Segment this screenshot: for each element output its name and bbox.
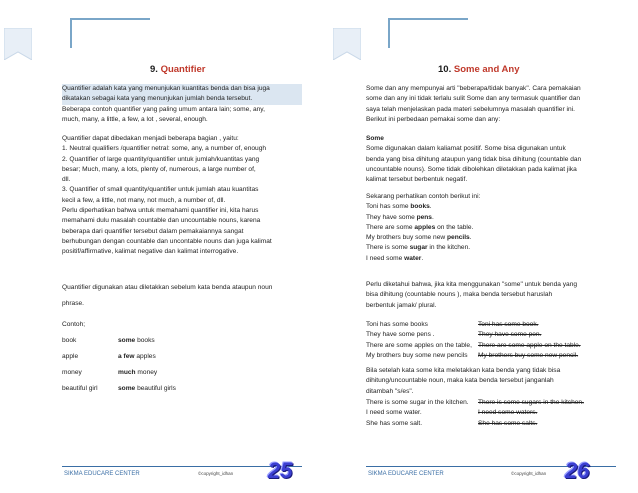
examples-table xyxy=(62,336,176,400)
comparison-row xyxy=(366,398,622,408)
correct-example: They have some pens . xyxy=(366,331,435,339)
example-noun: money xyxy=(62,369,82,376)
some-section xyxy=(366,134,616,185)
note-line: dihitung/uncountable noun, maka kata benda tersebut janganlah xyxy=(366,377,554,385)
comparison-block-2 xyxy=(366,398,622,429)
example-rest: apples xyxy=(134,353,156,360)
correct-example: Toni has some books xyxy=(366,321,428,328)
page-title xyxy=(438,64,520,75)
comparison-row xyxy=(366,351,622,361)
table-row xyxy=(62,352,176,368)
examples-intro: Sekarang perhatikan contoh berikut ini: xyxy=(366,193,481,200)
group-item: 2. Quantifier of large quantity/quantifier untuk jumlah/kuantitas yang xyxy=(62,155,260,163)
note-line: berbentuk jamak/ plural. xyxy=(366,301,437,309)
table-row xyxy=(62,336,176,352)
example-rest: beautiful girls xyxy=(135,385,176,392)
footer-text: SIKMA EDUCARE CENTER xyxy=(368,471,444,477)
footer-rule xyxy=(62,466,302,467)
some-heading: Some xyxy=(366,135,384,142)
example-quantifier: some xyxy=(118,337,136,344)
uncountable-note xyxy=(366,366,616,397)
comparison-row xyxy=(366,408,622,418)
correct-example: There is some sugar in the kitchen. xyxy=(366,399,469,406)
groups-section xyxy=(62,134,302,258)
example-quantifier: much xyxy=(118,369,136,376)
copyright-text: ©copyright_idhan xyxy=(511,471,547,476)
usage-line: phrase. xyxy=(62,300,84,307)
example-quantifier: a few xyxy=(118,353,135,360)
comparison-row xyxy=(366,419,622,429)
some-desc-line: kalimat tersebut berbentuk negatif. xyxy=(366,176,468,184)
incorrect-example: I need some waters. xyxy=(478,409,538,417)
intro-line: Berikut ini perbedaan pemakai some dan any: xyxy=(366,115,501,123)
usage-paragraph xyxy=(62,280,302,312)
intro-line: much, many, a little, a few, a lot , several, enough. xyxy=(62,115,208,123)
comparison-row xyxy=(366,341,622,351)
group-item: 1. Neutral qualifiers /quantifier netral: some, any, a number of, enough xyxy=(62,145,267,153)
incorrect-example: They have some pen. xyxy=(478,331,542,339)
incorrect-example: My brothers buy some new pencil. xyxy=(478,351,579,359)
example-line: Toni has some books. xyxy=(366,203,432,211)
intro-paragraph xyxy=(62,84,302,125)
some-desc-line: benda yang bisa dihitung ataupun yang tidak bisa dihitung (countable dan xyxy=(366,155,582,163)
examples-heading: Contoh; xyxy=(62,321,86,328)
examples-section xyxy=(62,320,176,400)
title-number: 9. xyxy=(150,64,158,75)
page-number: 25 xyxy=(268,458,293,483)
example-line: There is some sugar in the kitchen. xyxy=(366,244,471,252)
some-desc-line: uncountable nouns). Some tidak dibolehkan diletakkan pada kalimat jika xyxy=(366,165,577,173)
intro-line: Quantifier adalah kata yang menunjukan kuantitas benda dan bisa juga xyxy=(62,84,302,94)
plural-note xyxy=(366,280,616,311)
example-noun: book xyxy=(62,337,77,344)
page-right xyxy=(319,0,638,493)
correct-example: I need some water. xyxy=(366,409,422,417)
example-line: They have some pens. xyxy=(366,213,434,221)
note-line: positif/affirmative, kalimat negative dan kalimat interrogative. xyxy=(62,248,239,256)
group-item: 3. Quantifier of small quantity/quantifier untuk jumlah atau kuantitas xyxy=(62,186,259,194)
note-line: Bila setelah kata some kita meletakkan kata benda yang tidak bisa xyxy=(366,367,561,374)
some-desc-line: Some digunakan dalam kaliamat positif. Some bisa digunakan untuk xyxy=(366,145,566,153)
example-line: There are some apples on the table. xyxy=(366,223,474,231)
correct-example: She has some salt. xyxy=(366,419,423,427)
intro-line: saya telah menjelaskan pada materi sebelumnya masalah quantifier ini. xyxy=(366,105,575,113)
example-quantifier: some xyxy=(118,385,136,392)
usage-line: Quantifier digunakan atau diletakkan sebelum kata benda ataupun noun xyxy=(62,284,273,291)
incorrect-example: She has some salts. xyxy=(478,419,538,427)
copyright-text: ©copyright_idhan xyxy=(198,471,234,476)
note-line: Perlu diketahui bahwa, jika kita menggunakan "some" untuk benda yang xyxy=(366,281,578,288)
intro-line: dikatakan sebagai kata yang menunjukan jumlah benda tersebut. xyxy=(62,94,302,104)
comparison-block-1 xyxy=(366,320,622,361)
correct-example: There are some apples on the table, xyxy=(366,341,472,349)
groups-intro: Quantifier dapat dibedakan menjadi beberapa bagian , yaitu: xyxy=(62,135,239,142)
example-line: I need some water. xyxy=(366,254,424,262)
note-line: ditambah "s/es". xyxy=(366,387,414,395)
footer-text: SIKMA EDUCARE CENTER xyxy=(64,471,140,477)
page-title xyxy=(150,64,205,75)
example-rest: money xyxy=(135,369,158,376)
comparison-row xyxy=(366,320,622,330)
note-line: beberapa dari quantifier tersebut dalam pemakaiannya sangat xyxy=(62,227,244,235)
note-line: Perlu diperhatikan bahwa untuk memahami quantifier ini, kita harus xyxy=(62,207,259,215)
intro-line: Some dan any mempunyai arti "beberapa/tidak banyak". Cara pemakaian xyxy=(366,85,581,92)
title-number: 10. xyxy=(438,64,452,75)
comparison-row xyxy=(366,330,622,340)
corner-decoration xyxy=(70,18,150,48)
example-noun: apple xyxy=(62,353,79,360)
incorrect-example: There are some apple on the table. xyxy=(478,341,581,349)
group-item: dll. xyxy=(62,176,71,184)
ribbon-icon xyxy=(333,28,361,60)
intro-line: some dan any ini tidak terlalu sulit Some dan any termasuk quantifier dan xyxy=(366,95,581,103)
example-noun: beautiful girl xyxy=(62,385,98,392)
example-rest: books xyxy=(135,337,155,344)
group-item: besar; Much, many, a lots, plenty of, numerous, a large number of, xyxy=(62,165,256,173)
incorrect-example: There is some sugars in the kitchen. xyxy=(478,399,584,406)
incorrect-example: Toni has some book. xyxy=(478,321,539,328)
note-line: berhubungan dengan countable dan uncontable nouns dan juga kalimat xyxy=(62,237,272,245)
example-line: My brothers buy some new pencils. xyxy=(366,234,472,242)
note-line: memahami dulu masalah countable dan uncountable nouns, karena xyxy=(62,217,261,225)
table-row xyxy=(62,368,176,384)
title-text: Quantifier xyxy=(160,64,206,75)
corner-decoration xyxy=(388,18,468,48)
note-line: bisa dihitung (countable nouns ), maka benda tersebut haruslah xyxy=(366,291,553,299)
intro-paragraph xyxy=(366,84,616,125)
correct-example: My brothers buy some new pencils xyxy=(366,351,468,359)
table-row xyxy=(62,384,176,400)
group-item: kecil a few, a little, not many, not much, a number of, dll. xyxy=(62,196,226,204)
page-number: 26 xyxy=(565,458,590,483)
ribbon-icon xyxy=(4,28,32,60)
examples-section xyxy=(366,192,616,264)
intro-line: Beberapa contoh quantifier yang paling umum antara lain; some, any, xyxy=(62,105,265,113)
title-text: Some and Any xyxy=(453,64,520,75)
